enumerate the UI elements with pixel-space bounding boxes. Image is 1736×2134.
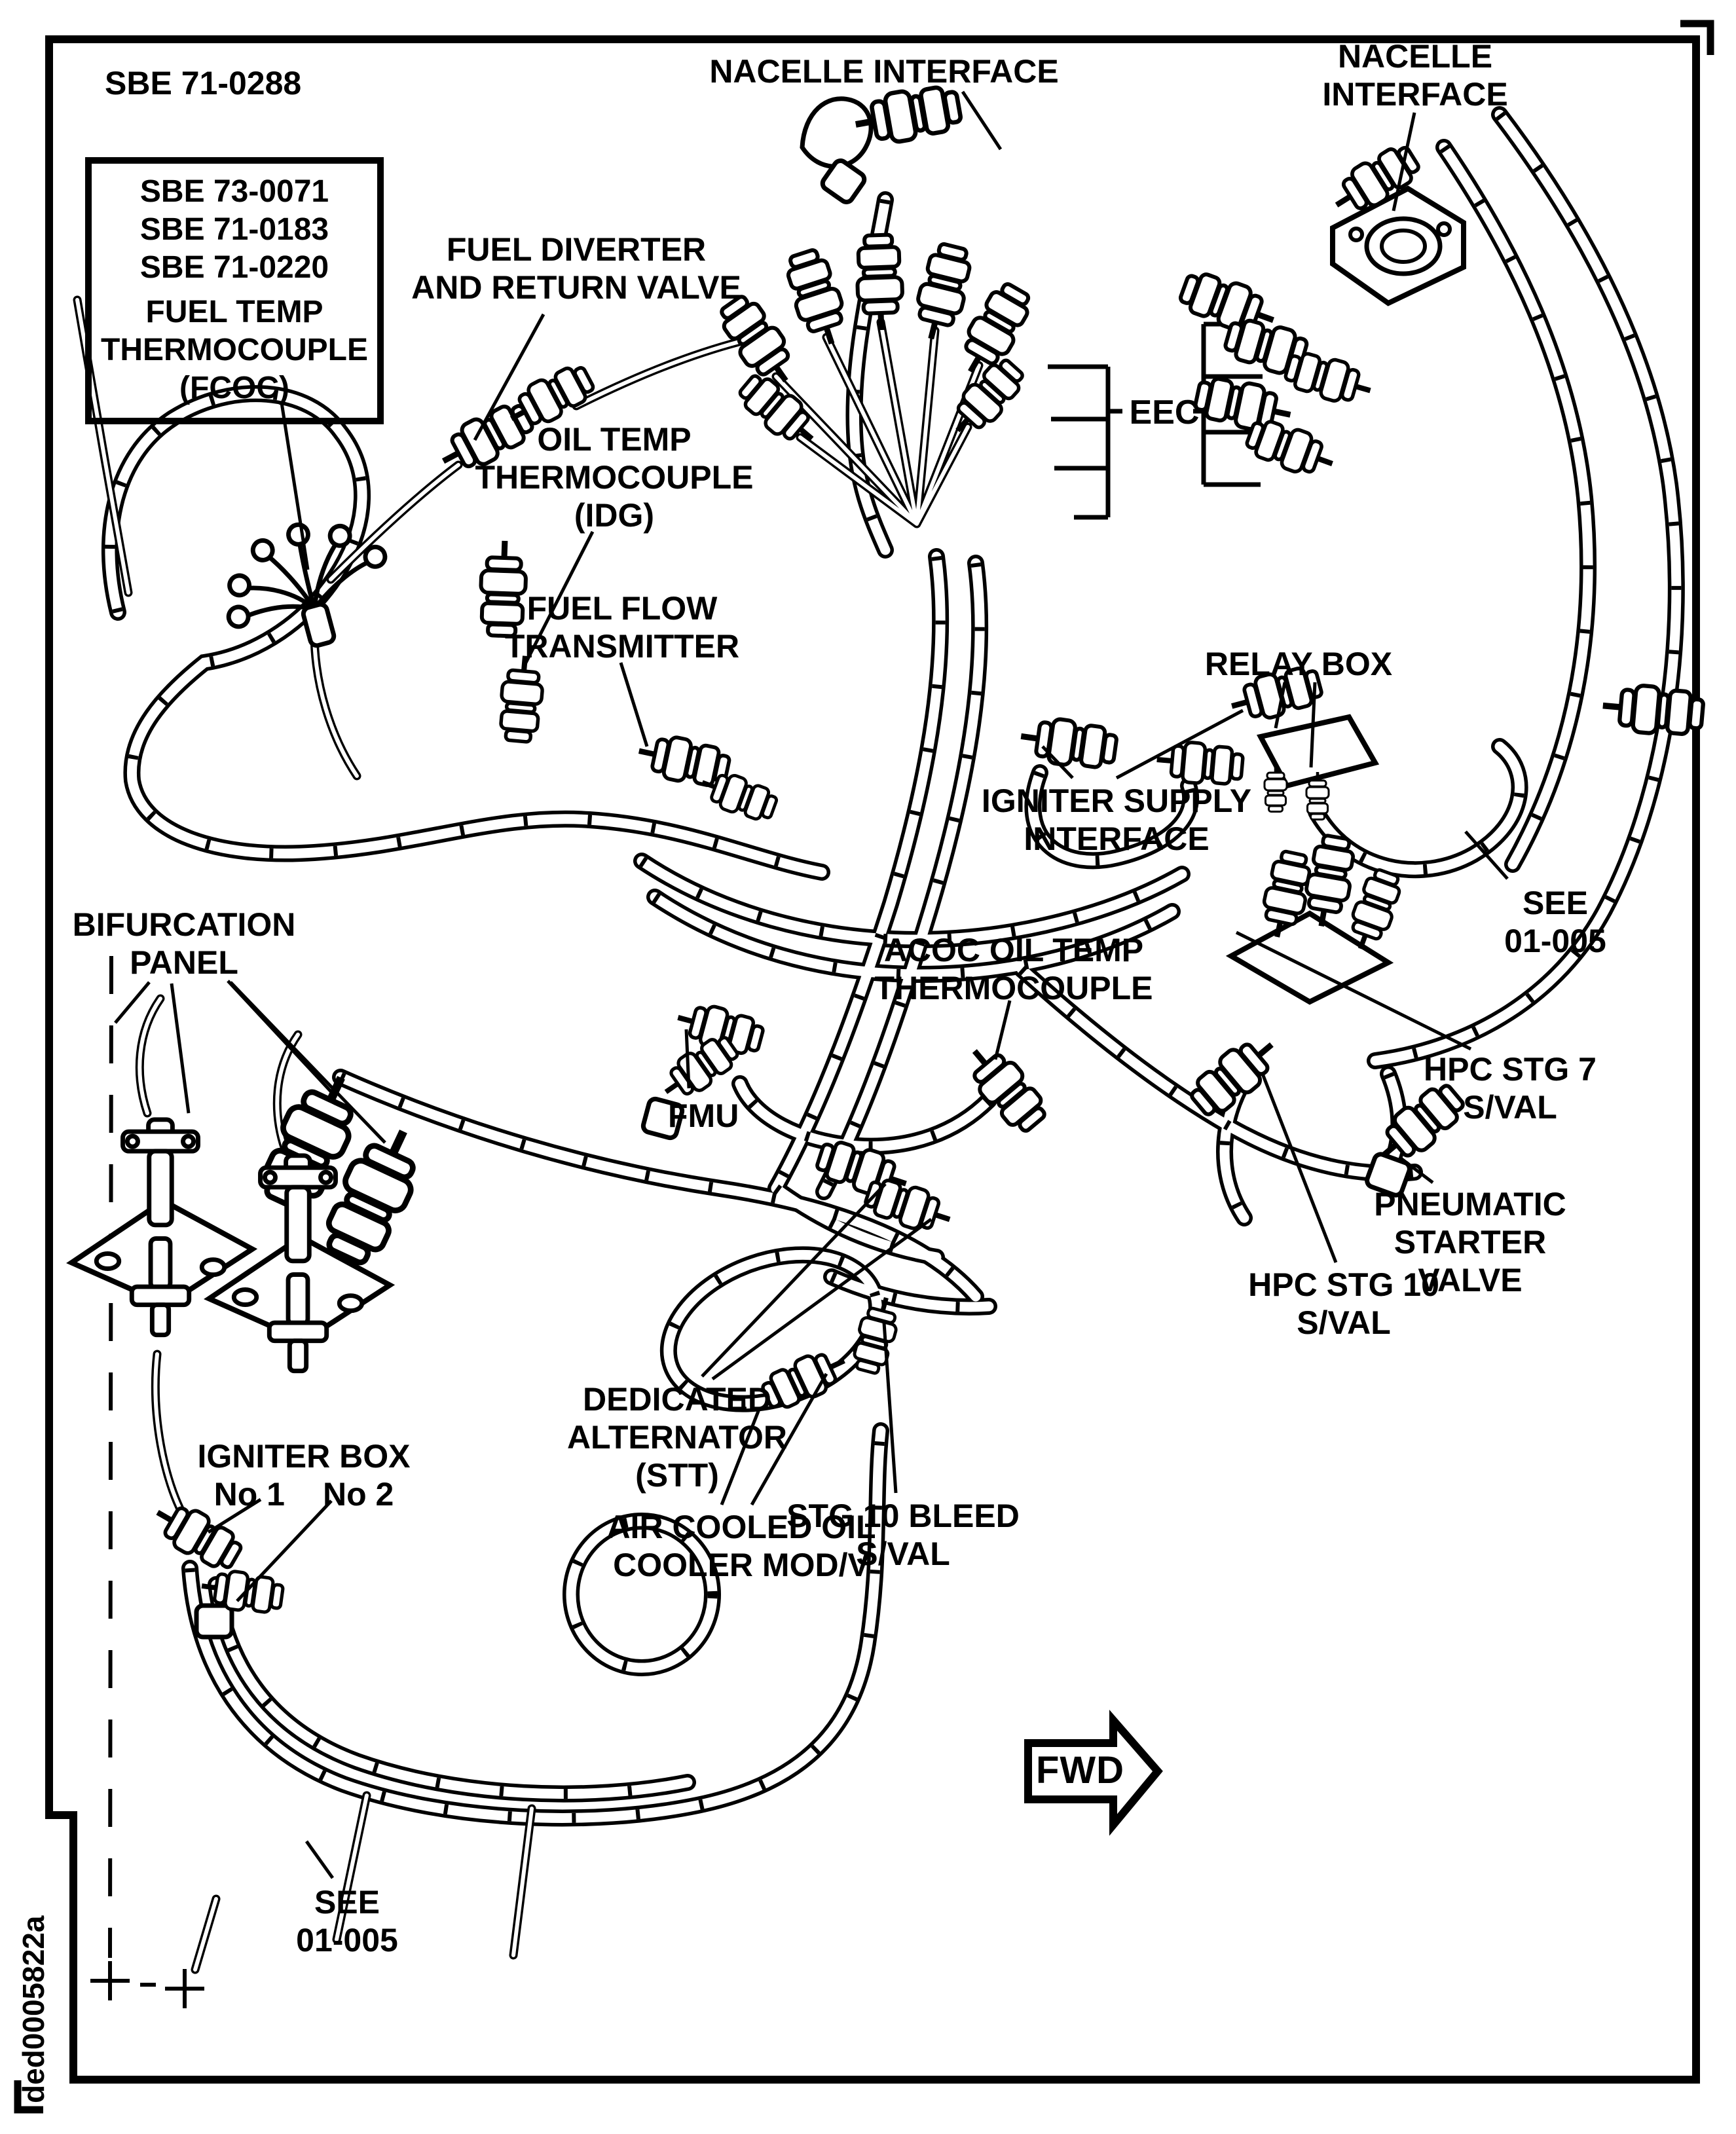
fcoc-name-2: THERMOCOUPLE (101, 333, 368, 368)
label-oil-temp-idg (475, 420, 754, 534)
label-hpc-stg7 (1424, 1050, 1597, 1126)
label-line: STARTER (1394, 1224, 1547, 1260)
bifurcation-dashed-line (110, 956, 111, 1958)
label-line: IGNITER SUPPLY (981, 782, 1252, 819)
label-line: DEDICATED (583, 1381, 771, 1418)
fcoc-name-3: (FCOC) (179, 371, 289, 406)
label-line: FUEL FLOW (526, 590, 718, 627)
label-line: PNEUMATIC (1374, 1186, 1566, 1223)
label-line: S/VAL (856, 1536, 950, 1572)
label-line: 01-005 (1504, 923, 1606, 959)
igniter-no2-elbow (196, 1606, 232, 1637)
label-line: COOLER MOD/V (613, 1547, 870, 1583)
label-igniter-box (197, 1437, 410, 1513)
label-line: OIL TEMP (537, 421, 692, 458)
label-relay-box (1205, 645, 1392, 683)
fcoc-ref-3: SBE 71-0220 (139, 250, 329, 285)
nacelle-interface-flange (1333, 189, 1464, 303)
label-line: IGNITER BOX (197, 1438, 411, 1475)
fcoc-name-1: FUEL TEMP (145, 295, 323, 330)
label-line: 01-005 (296, 1922, 398, 1959)
label-line: SEE (1522, 885, 1589, 921)
label-line: S/VAL (1297, 1304, 1391, 1341)
label-line: BIFURCATION (72, 906, 296, 943)
label-nacelle-interface-right (1322, 37, 1507, 113)
igniter-supply-connector-2 (1155, 739, 1244, 786)
label-line: INTERFACE (1322, 76, 1508, 113)
label-line: (STT) (635, 1457, 719, 1494)
label-hpc-stg10 (1248, 1266, 1439, 1342)
label-line: FUEL DIVERTER (446, 231, 707, 268)
cross-mark-2 (165, 1969, 204, 2008)
label-line: TRANSMITTER (504, 628, 740, 665)
fwd-arrow-label (1036, 1748, 1125, 1792)
label-line: STG 10 BLEED (786, 1498, 1020, 1534)
label-line: FMU (668, 1097, 739, 1134)
label-nacelle-interface-top (709, 52, 1058, 90)
label-line: INTERFACE (1024, 820, 1210, 857)
label-igniter-supply (982, 782, 1251, 858)
label-see-right (1504, 884, 1606, 960)
label-acoc (875, 931, 1153, 1007)
label-eec (1130, 393, 1200, 432)
igniter-supply-connector-1 (1018, 714, 1118, 772)
label-line: VALVE (1418, 1262, 1523, 1298)
label-fuel-diverter (411, 230, 741, 306)
figure-code (16, 1916, 51, 2103)
doc-ref-label (105, 64, 301, 102)
leader-fuel-flow (621, 663, 647, 746)
label-line: ACOC OIL TEMP (883, 932, 1144, 968)
fcoc-thermocouple-splay (210, 505, 403, 666)
fcoc-reference-box (85, 157, 384, 424)
fmu-connector (655, 1030, 743, 1107)
label-line: PANEL (130, 944, 238, 981)
label-line: AND RETURN VALVE (411, 269, 741, 306)
label-line: SEE (314, 1884, 380, 1921)
label-line: RELAY BOX (1204, 646, 1393, 682)
igniter-no2-label: No 2 (323, 1476, 394, 1513)
doc-ref-text: SBE 71-0288 (105, 65, 302, 101)
label-line: ALTERNATOR (566, 1419, 788, 1456)
label-line (197, 1475, 410, 1513)
label-line: HPC STG 10 (1248, 1266, 1439, 1303)
label-line: FWD (1036, 1749, 1125, 1792)
label-line: NACELLE (1337, 38, 1493, 75)
nacelle-boot (802, 99, 871, 167)
label-line: ded0005822a (16, 1915, 50, 2103)
leader-nacelle-top (963, 92, 1001, 149)
label-line: AIR COOLED OIL (606, 1509, 876, 1545)
label-line: S/VAL (1463, 1089, 1557, 1126)
igniter-no1-label: No 1 (213, 1476, 285, 1513)
label-line: THERMOCOUPLE (475, 459, 754, 496)
label-fmu (668, 1097, 739, 1135)
leader-see-bottom (306, 1841, 333, 1878)
label-line: THERMOCOUPLE (874, 970, 1153, 1006)
label-dedicated-alternator (567, 1380, 787, 1494)
label-air-cooled (606, 1508, 876, 1584)
label-fuel-flow (505, 589, 739, 665)
fcoc-ref-2: SBE 71-0183 (139, 212, 329, 248)
cross-mark-1 (90, 1961, 130, 2000)
label-line: (IDG) (574, 497, 655, 534)
fcoc-ref-1: SBE 73-0071 (139, 174, 329, 209)
label-line: NACELLE INTERFACE (709, 53, 1059, 90)
label-line: HPC STG 7 (1424, 1051, 1597, 1088)
label-bifurcation-panel (73, 906, 296, 982)
leader-acoc (995, 1001, 1010, 1059)
label-see-bottom (296, 1883, 398, 1959)
label-line: EEC (1129, 394, 1200, 432)
